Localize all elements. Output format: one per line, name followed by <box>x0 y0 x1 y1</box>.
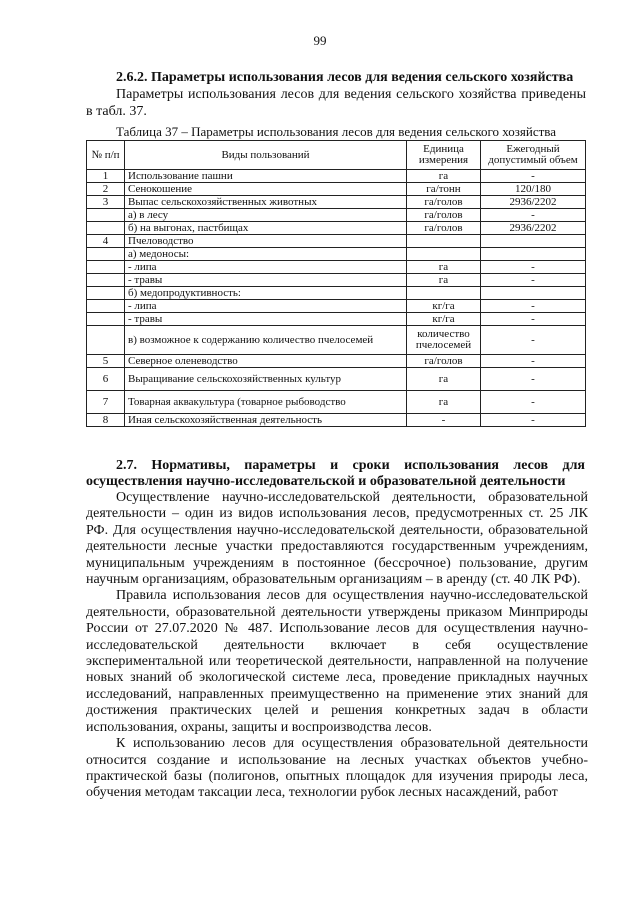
paragraph: Правила использования лесов для осуществления научно-исследовательской деятельности, образовательной деятельности утверждены приказом Минприроды России от 27.07.2020 № 487. Использование лесов для осуществления научно-исследовательской деятельности включает в себя осуществление экспериментальной или теоретической деятельности, направленной на получение новых знаний об экологической системе леса, проведение прикладных научных исследований, направленных преимущественно на применение этих знаний для достижения практических целей и решения конкретных задач в области использования, охраны, защиты и воспроизводства лесов. <box>86 588 588 735</box>
row-unit: га <box>407 170 481 183</box>
table-row <box>87 414 586 427</box>
row-name: Иная сельскохозяйственная деятельность <box>125 414 407 427</box>
row-num <box>87 313 125 326</box>
row-volume: - <box>481 313 586 326</box>
row-name: б) медопродуктивность: <box>125 287 407 300</box>
row-name: - травы <box>125 274 407 287</box>
section-2-7-heading: 2.7. Нормативы, параметры и сроки использования лесов для осуществления научно-исследовательской и образовательной деятельности <box>86 458 585 489</box>
row-unit: га/голов <box>407 209 481 222</box>
row-volume <box>481 235 586 248</box>
table-row <box>87 313 586 326</box>
row-volume: 2936/2202 <box>481 196 586 209</box>
row-num: 2 <box>87 183 125 196</box>
row-name: Выпас сельскохозяйственных животных <box>125 196 407 209</box>
row-name: - липа <box>125 300 407 313</box>
row-num <box>87 222 125 235</box>
table-row <box>87 326 586 355</box>
header-kind: Виды пользований <box>125 141 407 170</box>
paragraph: Осуществление научно-исследовательской деятельности, образовательной деятельности – один из видов использования лесов, предусмотренных ст. 25 ЛК РФ. Для осуществления научно-исследовательской деятельности, образовательной деятельности лесные участки предоставляются государственным учреждениям, муниципальным учреждениям в постоянное (бессрочное) пользование, другим научным организациям, образовательным организациям – в аренду (ст. 40 ЛК РФ). <box>86 490 588 588</box>
row-volume: - <box>481 368 586 391</box>
row-num <box>87 326 125 355</box>
row-unit: - <box>407 414 481 427</box>
header-num: № п/п <box>87 141 125 170</box>
row-volume: - <box>481 274 586 287</box>
row-volume: - <box>481 209 586 222</box>
row-volume: - <box>481 391 586 414</box>
page-number: 99 <box>313 33 327 48</box>
table-caption: Таблица 37 – Параметры использования лесов для ведения сельского хозяйства <box>116 124 557 139</box>
row-num: 1 <box>87 170 125 183</box>
row-name: в) возможное к содержанию количество пчелосемей <box>125 326 407 355</box>
row-unit <box>407 248 481 261</box>
row-volume <box>481 287 586 300</box>
row-volume <box>481 248 586 261</box>
row-unit <box>407 235 481 248</box>
row-unit: га <box>407 368 481 391</box>
row-num: 8 <box>87 414 125 427</box>
row-volume: - <box>481 170 586 183</box>
row-unit <box>407 287 481 300</box>
row-unit: кг/га <box>407 300 481 313</box>
row-name: а) в лесу <box>125 209 407 222</box>
body-text <box>86 490 588 802</box>
row-unit: га/голов <box>407 222 481 235</box>
row-num: 7 <box>87 391 125 414</box>
row-num <box>87 261 125 274</box>
row-num <box>87 209 125 222</box>
table-row <box>87 222 586 235</box>
table-row <box>87 170 586 183</box>
parameters-table <box>86 140 586 427</box>
row-volume: - <box>481 300 586 313</box>
table-row <box>87 287 586 300</box>
table-row <box>87 391 586 414</box>
row-volume: 2936/2202 <box>481 222 586 235</box>
row-name: Пчеловодство <box>125 235 407 248</box>
table-header-row <box>87 141 586 170</box>
row-name: Использование пашни <box>125 170 407 183</box>
table-row <box>87 196 586 209</box>
row-num <box>87 274 125 287</box>
row-unit: га <box>407 261 481 274</box>
section-heading: 2.6.2. Параметры использования лесов для ведения сельского хозяйства <box>116 70 574 85</box>
row-volume: - <box>481 414 586 427</box>
row-volume: 120/180 <box>481 183 586 196</box>
row-num: 4 <box>87 235 125 248</box>
table-row <box>87 183 586 196</box>
header-unit: Единица измерения <box>407 141 481 170</box>
row-volume: - <box>481 326 586 355</box>
row-volume: - <box>481 261 586 274</box>
row-num: 6 <box>87 368 125 391</box>
row-unit: га <box>407 274 481 287</box>
row-unit: га <box>407 391 481 414</box>
row-unit: га/тонн <box>407 183 481 196</box>
header-volume: Ежегодный допустимый объем <box>481 141 586 170</box>
row-num <box>87 287 125 300</box>
row-num: 5 <box>87 355 125 368</box>
row-name: - травы <box>125 313 407 326</box>
row-num <box>87 300 125 313</box>
row-unit: га/голов <box>407 196 481 209</box>
row-unit: кг/га <box>407 313 481 326</box>
table-row <box>87 368 586 391</box>
table-row <box>87 248 586 261</box>
row-name: Сенокошение <box>125 183 407 196</box>
table-row <box>87 274 586 287</box>
row-name: Товарная аквакультура (товарное рыбоводство <box>125 391 407 414</box>
row-name: б) на выгонах, пастбищах <box>125 222 407 235</box>
row-num <box>87 248 125 261</box>
table-row <box>87 300 586 313</box>
row-name: а) медоносы: <box>125 248 407 261</box>
row-num: 3 <box>87 196 125 209</box>
intro-paragraph: Параметры использования лесов для ведения сельского хозяйства приведены в табл. 37. <box>86 87 586 119</box>
table-row <box>87 355 586 368</box>
table-row <box>87 235 586 248</box>
paragraph: К использованию лесов для осуществления образовательной деятельности относится создание и использование на лесных участках объектов учебно-практической базы (полигонов, опытных площадок для изучения природы леса, обучения методам таксации леса, технологии рубок лесных насаждений, работ <box>86 736 588 801</box>
row-volume: - <box>481 355 586 368</box>
row-unit: количество пчелосемей <box>407 326 481 355</box>
row-name: Выращивание сельскохозяйственных культур <box>125 368 407 391</box>
table-row <box>87 261 586 274</box>
row-unit: га/голов <box>407 355 481 368</box>
row-name: Северное оленеводство <box>125 355 407 368</box>
row-name: - липа <box>125 261 407 274</box>
table-row <box>87 209 586 222</box>
